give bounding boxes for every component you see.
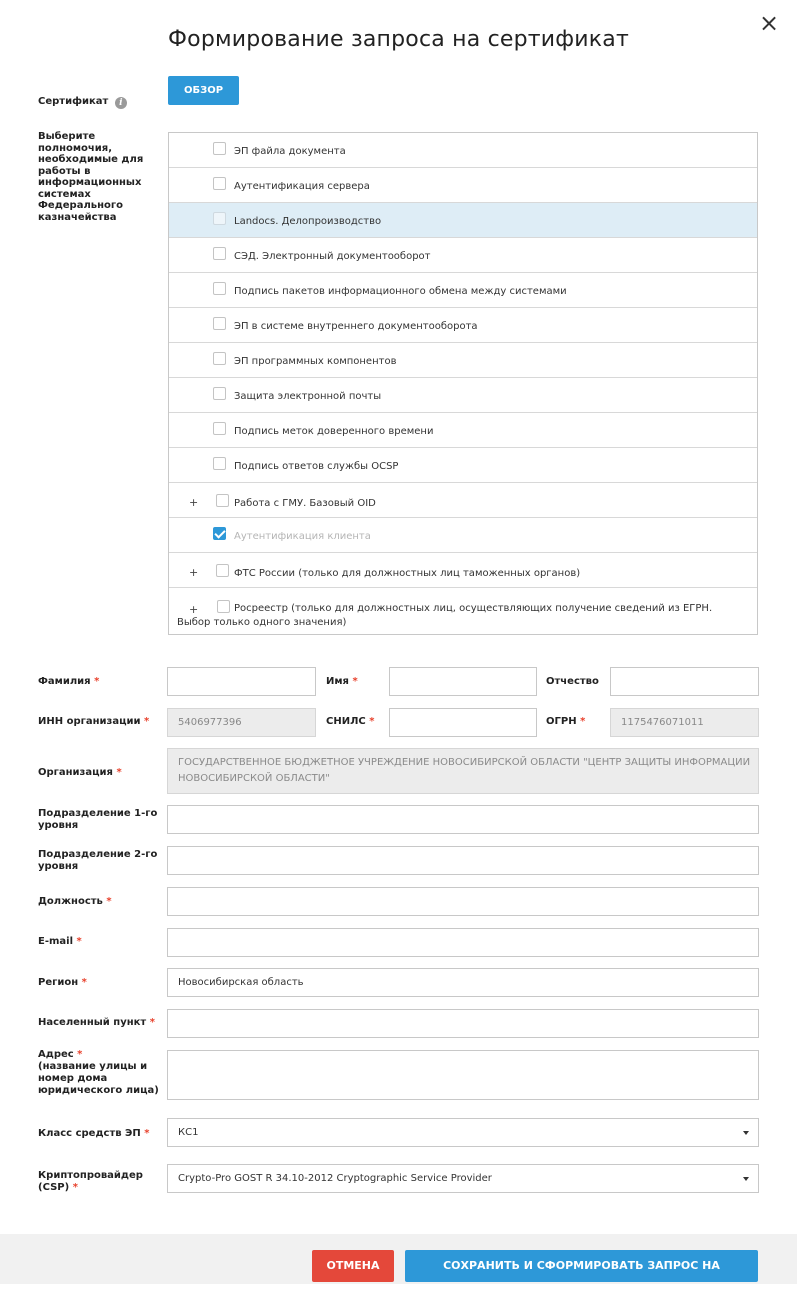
permission-label: ЭП в системе внутреннего документооборота [234,321,478,332]
permission-checkbox[interactable] [216,564,229,577]
permission-label: Защита электронной почты [234,391,382,402]
last-name-label: Фамилия * [38,676,100,687]
close-icon[interactable]: × [758,9,780,37]
permission-checkbox[interactable] [213,422,226,435]
expand-plus-icon[interactable]: + [189,603,199,616]
region-input[interactable]: Новосибирская область [167,968,759,997]
expand-plus-icon[interactable]: + [189,566,199,579]
middle-name-input[interactable] [610,667,759,696]
permission-label: Аутентификация сервера [234,181,370,192]
permission-label: Росреестр (только для должностных лиц, осуществляющих получение сведений из ЕГРН. Выбор только одного значения) [177,603,713,628]
permission-item[interactable] [169,308,757,343]
permissions-list [168,132,758,635]
organization-label: Организация * [38,767,122,778]
locality-input[interactable] [167,1009,759,1038]
email-label: E-mail * [38,936,82,947]
permission-item[interactable] [169,238,757,273]
certificate-label: Сертификат [38,96,109,107]
ep-class-label: Класс средств ЭП * [38,1128,150,1139]
dialog-title: Формирование запроса на сертификат [168,27,629,52]
permission-label: Подпись ответов службы OCSP [234,461,399,472]
permission-label: Landocs. Делопроизводство [234,216,382,227]
ep-class-value: КС1 [178,1127,199,1138]
snils-label: СНИЛС * [326,716,375,727]
permission-group-item[interactable] [169,483,757,518]
permission-checkbox[interactable] [213,212,226,225]
ogrn-input: 1175476071011 [610,708,759,737]
ep-class-select[interactable] [167,1118,759,1147]
permission-label: Подпись меток доверенного времени [234,426,434,437]
permission-item[interactable] [169,413,757,448]
checked-checkbox-icon[interactable] [213,527,226,540]
permission-checkbox[interactable] [213,352,226,365]
permission-checkbox[interactable] [213,457,226,470]
organization-input: ГОСУДАРСТВЕННОЕ БЮДЖЕТНОЕ УЧРЕЖДЕНИЕ НОВОСИБИРСКОЙ ОБЛАСТИ "ЦЕНТР ЗАЩИТЫ ИНФОРМАЦИИ НОВОСИБИРСКОЙ ОБЛАСТИ" [167,748,759,794]
permission-item[interactable] [169,203,757,238]
permission-item[interactable] [169,378,757,413]
position-input[interactable] [167,887,759,916]
save-and-generate-button[interactable]: СОХРАНИТЬ И СФОРМИРОВАТЬ ЗАПРОС НА СЕРТИФИКАТ [405,1250,758,1282]
permission-item[interactable] [169,133,757,168]
browse-button[interactable]: ОБЗОР [168,76,239,105]
cancel-button[interactable]: ОТМЕНА [312,1250,394,1282]
division1-input[interactable] [167,805,759,834]
csp-label: Криптопровайдер (CSP) * [38,1170,143,1193]
permission-label: ЭП программных компонентов [234,356,397,367]
csp-value: Crypto-Pro GOST R 34.10-2012 Cryptographic Service Provider [178,1173,492,1184]
info-icon[interactable]: i [115,97,127,109]
csp-select[interactable] [167,1164,759,1193]
permission-checkbox[interactable] [216,494,229,507]
permission-item[interactable] [169,518,757,553]
division1-label: Подразделение 1-го уровня [38,808,158,831]
permission-label: Работа с ГМУ. Базовый OID [234,498,376,509]
permission-checkbox[interactable] [213,387,226,400]
permission-item[interactable] [169,448,757,483]
address-label: Адрес * (название улицы и номер дома юридического лица) [38,1049,159,1096]
permission-label: ЭП файла документа [234,146,346,157]
certificate-label-row [38,96,127,109]
permission-label: Аутентификация клиента [234,531,371,542]
permission-checkbox[interactable] [213,247,226,260]
address-input[interactable] [167,1050,759,1100]
permission-item[interactable] [169,168,757,203]
permission-checkbox[interactable] [213,282,226,295]
position-label: Должность * [38,896,112,907]
permission-item[interactable] [169,343,757,378]
permission-checkbox[interactable] [213,142,226,155]
expand-plus-icon[interactable]: + [189,496,199,509]
permission-item[interactable] [169,273,757,308]
first-name-input[interactable] [389,667,537,696]
chevron-down-icon [743,1131,749,1135]
permission-group-item[interactable] [169,588,757,638]
middle-name-label: Отчество [546,676,599,687]
permission-label: СЭД. Электронный документооборот [234,251,431,262]
inn-input: 5406977396 [167,708,316,737]
permission-group-item[interactable] [169,553,757,588]
permission-label: ФТС России (только для должностных лиц таможенных органов) [234,568,581,579]
division2-input[interactable] [167,846,759,875]
ogrn-label: ОГРН * [546,716,586,727]
locality-label: Населенный пункт * [38,1017,155,1028]
division2-label: Подразделение 2-го уровня [38,849,158,872]
chevron-down-icon [743,1177,749,1181]
permission-label: Подпись пакетов информационного обмена между системами [234,286,567,297]
permission-checkbox[interactable] [213,317,226,330]
permissions-label: Выберите полномочия, необходимые для работы в информационных системах Федерального казначейства [38,131,144,223]
first-name-label: Имя * [326,676,358,687]
snils-input[interactable] [389,708,537,737]
last-name-input[interactable] [167,667,316,696]
email-field[interactable] [167,928,759,957]
permission-checkbox[interactable] [213,177,226,190]
region-label: Регион * [38,977,87,988]
inn-label: ИНН организации * [38,716,150,727]
